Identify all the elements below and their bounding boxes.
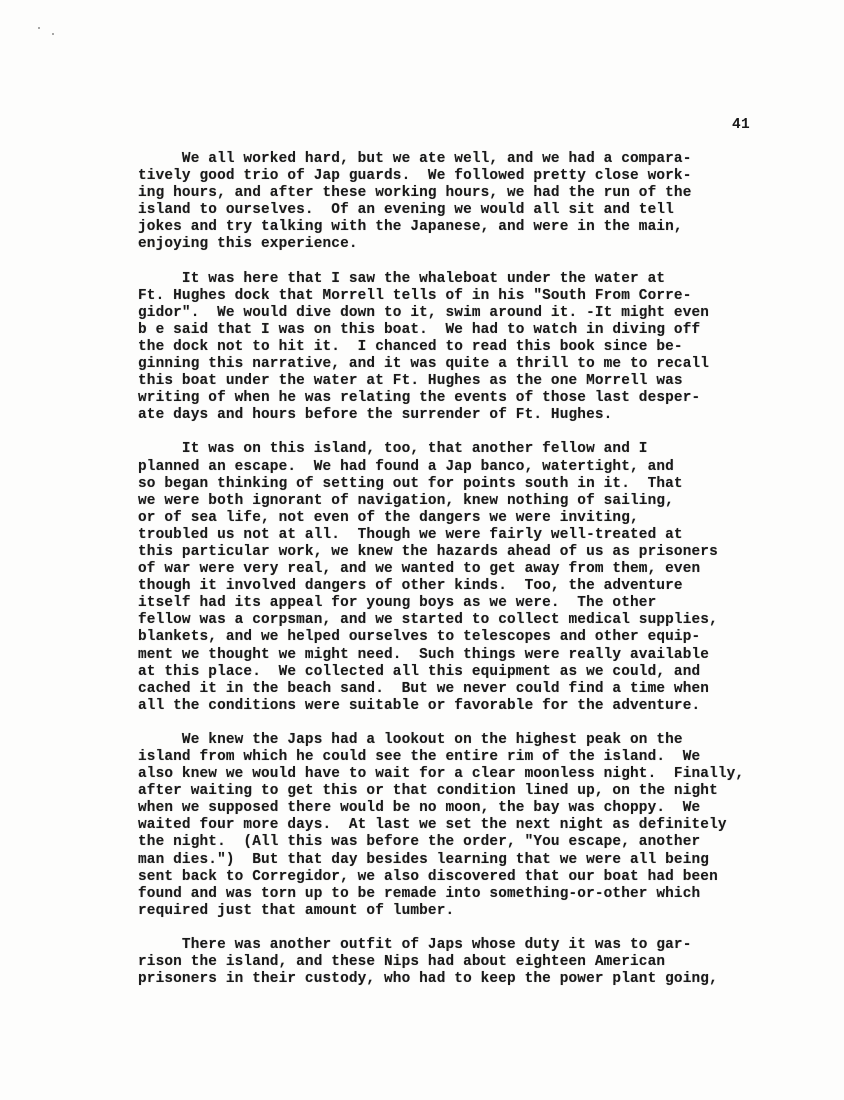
text-line: Ft. Hughes dock that Morrell tells of in his "South From Corre- bbox=[138, 287, 692, 304]
paragraph bbox=[138, 732, 838, 920]
text-line: planned an escape. We had found a Jap banco, watertight, and bbox=[138, 458, 674, 475]
paper-speck bbox=[38, 27, 40, 29]
text-line: ing hours, and after these working hours, we had the run of the bbox=[138, 185, 692, 202]
text-line: tively good trio of Jap guards. We followed pretty close work- bbox=[138, 168, 692, 185]
text-line: so began thinking of setting out for points south in it. That bbox=[138, 475, 683, 492]
text-line: itself had its appeal for young boys as we were. The other bbox=[138, 595, 657, 612]
text-line: man dies.") But that day besides learning that we were all being bbox=[138, 851, 710, 868]
text-line: ate days and hours before the surrender of Ft. Hughes. bbox=[138, 407, 613, 424]
text-line: ment we thought we might need. Such things were really available bbox=[138, 646, 710, 663]
text-line: all the conditions were suitable or favorable for the adventure. bbox=[138, 697, 701, 714]
text-line: sent back to Corregidor, we also discovered that our boat had been bbox=[138, 868, 718, 885]
text-line: gidor". We would dive down to it, swim around it. -It might even bbox=[138, 304, 710, 321]
paragraph bbox=[138, 441, 838, 715]
typed-body bbox=[138, 151, 838, 1005]
text-line: after waiting to get this or that condition lined up, on the night bbox=[138, 783, 718, 800]
text-line: of war were very real, and we wanted to get away from them, even bbox=[138, 561, 701, 578]
text-line: We knew the Japs had a lookout on the highest peak on the bbox=[138, 731, 683, 748]
text-line: the dock not to hit it. I chanced to read this book since be- bbox=[138, 338, 683, 355]
text-line: troubled us not at all. Though we were fairly well-treated at bbox=[138, 526, 683, 543]
text-line: waited four more days. At last we set the next night as definitely bbox=[138, 817, 727, 834]
paper-speck bbox=[52, 33, 54, 35]
text-line: There was another outfit of Japs whose duty it was to gar- bbox=[138, 936, 692, 953]
text-line: rison the island, and these Nips had about eighteen American bbox=[138, 954, 666, 971]
text-line: It was on this island, too, that another fellow and I bbox=[138, 441, 648, 458]
text-line: It was here that I saw the whaleboat under the water at bbox=[138, 270, 666, 287]
text-line: jokes and try talking with the Japanese, and were in the main, bbox=[138, 219, 683, 236]
text-line: at this place. We collected all this equipment as we could, and bbox=[138, 663, 701, 680]
text-line: fellow was a corpsman, and we started to collect medical supplies, bbox=[138, 612, 718, 629]
paragraph bbox=[138, 271, 838, 425]
text-line: writing of when he was relating the events of those last desper- bbox=[138, 390, 701, 407]
text-line: the night. (All this was before the order, "You escape, another bbox=[138, 834, 701, 851]
text-line: or of sea life, not even of the dangers we were inviting, bbox=[138, 509, 639, 526]
text-line: found and was torn up to be remade into something-or-other which bbox=[138, 885, 701, 902]
text-line: when we supposed there would be no moon, the bay was choppy. We bbox=[138, 800, 701, 817]
text-line: blankets, and we helped ourselves to telescopes and other equip- bbox=[138, 629, 701, 646]
text-line: We all worked hard, but we ate well, and we had a compara- bbox=[138, 151, 692, 167]
text-line: required just that amount of lumber. bbox=[138, 902, 455, 919]
text-line: we were both ignorant of navigation, knew nothing of sailing, bbox=[138, 492, 674, 509]
paragraph bbox=[138, 151, 838, 254]
text-line: prisoners in their custody, who had to keep the power plant going, bbox=[138, 971, 718, 988]
text-line: this boat under the water at Ft. Hughes as the one Morrell was bbox=[138, 373, 683, 390]
page-number: 41 bbox=[732, 117, 751, 133]
text-line: ginning this narrative, and it was quite a thrill to me to recall bbox=[138, 356, 710, 373]
text-line: though it involved dangers of other kinds. Too, the adventure bbox=[138, 578, 683, 595]
text-line: enjoying this experience. bbox=[138, 236, 358, 253]
paragraph bbox=[138, 937, 838, 988]
text-line: this particular work, we knew the hazards ahead of us as prisoners bbox=[138, 543, 718, 560]
text-line: island from which he could see the entire rim of the island. We bbox=[138, 749, 701, 765]
text-line: cached it in the beach sand. But we never could find a time when bbox=[138, 680, 710, 697]
text-line: also knew we would have to wait for a clear moonless night. Finally, bbox=[138, 766, 745, 783]
text-line: island to ourselves. Of an evening we would all sit and tell bbox=[138, 202, 674, 219]
text-line: b e said that I was on this boat. We had to watch in diving off bbox=[138, 321, 701, 338]
